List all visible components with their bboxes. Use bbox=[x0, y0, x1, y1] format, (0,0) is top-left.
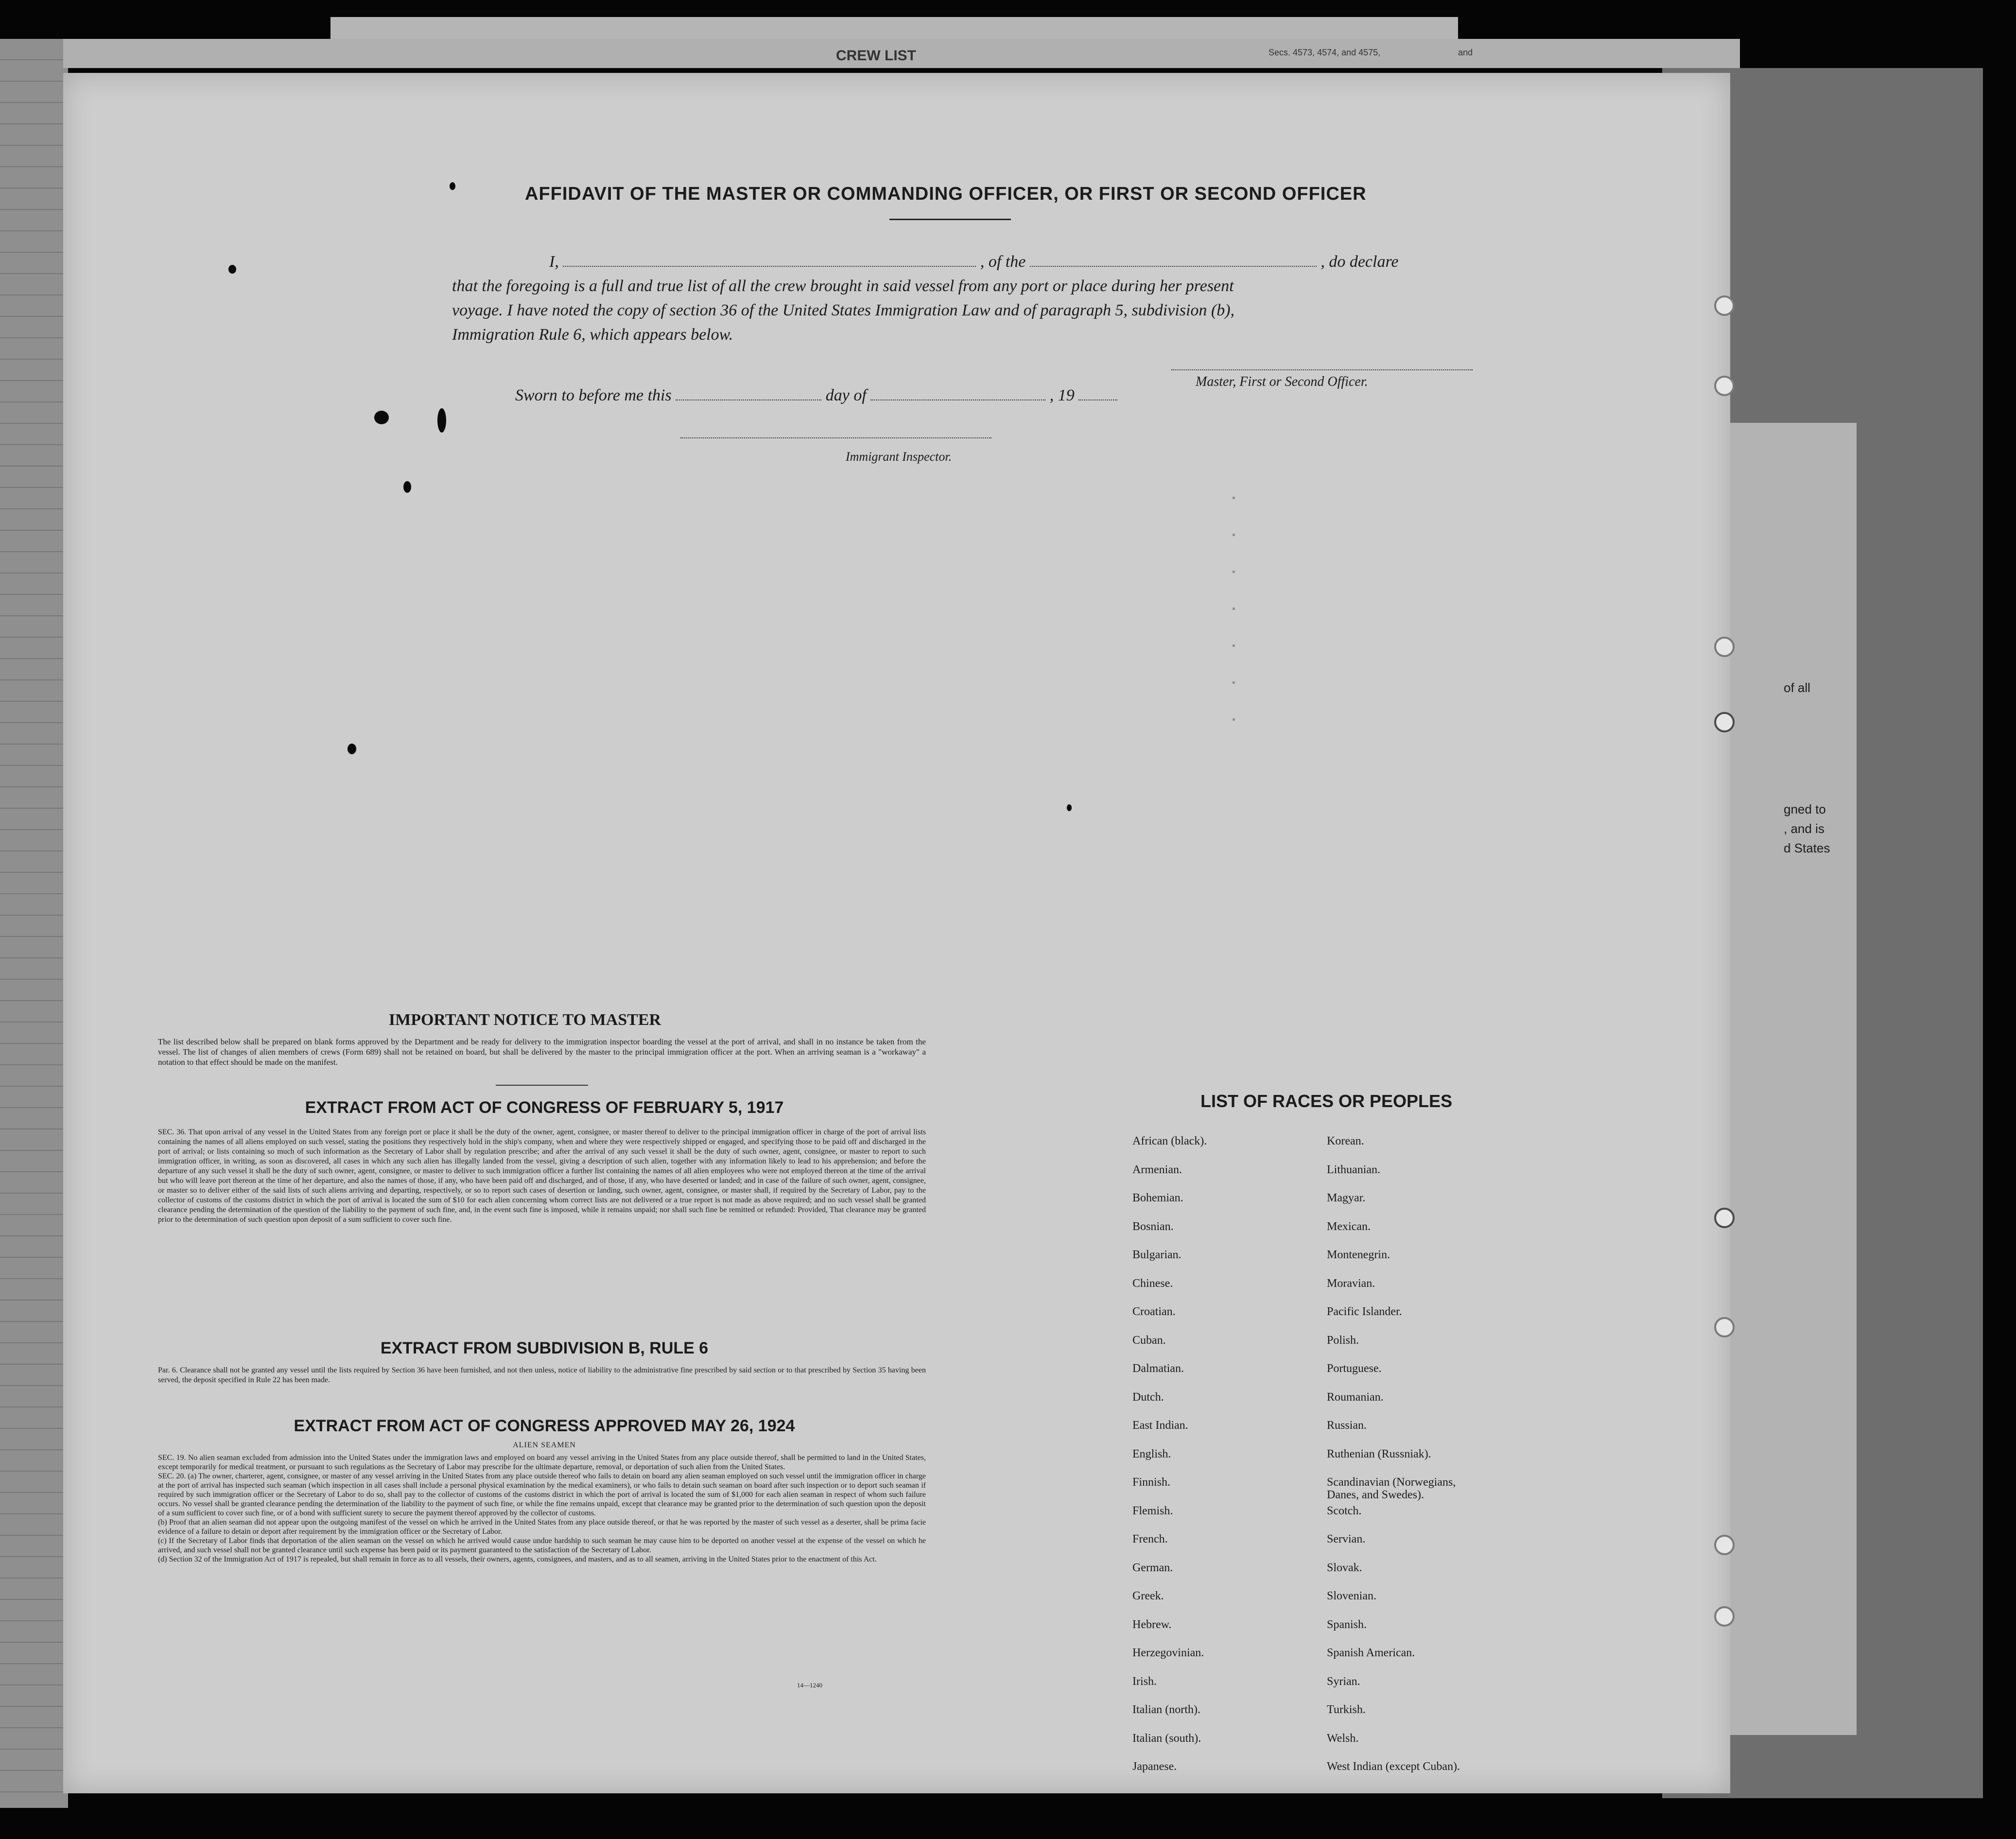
sworn-month-field[interactable] bbox=[870, 399, 1045, 400]
inspector-signature-line[interactable] bbox=[680, 437, 991, 438]
ink-blot bbox=[450, 182, 455, 190]
side-fragment: d States bbox=[1784, 841, 1830, 855]
race-item: Japanese. bbox=[1132, 1760, 1177, 1773]
race-item: Ruthenian (Russniak). bbox=[1327, 1447, 1431, 1460]
race-item: French. bbox=[1132, 1533, 1168, 1545]
title-rule bbox=[889, 219, 1011, 220]
race-item: Dutch. bbox=[1132, 1390, 1164, 1404]
declaration-line-3: voyage. I have noted the copy of section 36 of the United States Immigration Law and of paragraph 5, subdivision (b), bbox=[452, 301, 1235, 319]
binder-hole bbox=[1714, 637, 1735, 657]
race-item: Irish. bbox=[1132, 1675, 1157, 1688]
race-item: Spanish American. bbox=[1327, 1647, 1415, 1659]
race-item: Armenian. bbox=[1132, 1163, 1182, 1176]
race-item: Slovak. bbox=[1327, 1561, 1362, 1574]
race-item: English. bbox=[1132, 1447, 1171, 1460]
declaration-line-4: Immigration Rule 6, which appears below. bbox=[452, 326, 733, 344]
extract-rule6-title: EXTRACT FROM SUBDIVISION B, RULE 6 bbox=[380, 1339, 709, 1357]
race-item: Turkish. bbox=[1327, 1703, 1366, 1716]
sec-20d: (d) Section 32 of the Immigration Act of 1917 is repealed, but shall remain in force as to all vessels, their owners, agents, consignees, and masters, and as to all seamen, arriving in the United States prior to the enactment of this Act. bbox=[158, 1555, 877, 1563]
race-item: Montenegrin. bbox=[1327, 1249, 1390, 1261]
side-fragment: gned to bbox=[1784, 802, 1826, 816]
extract-1924-subtitle: ALIEN SEAMEN bbox=[513, 1441, 576, 1449]
sec-19: SEC. 19. No alien seaman excluded from admission into the United States under the immigration laws and employed on board any vessel arriving in the United States from any place outside thereof, shall be permitted to land in the United States, except temporarily for medical treatment, or pursuant to such regulations as the Secretary of Labor may prescribe for the ultimate departure, removal, or deportation of such alien from the United States. bbox=[158, 1454, 926, 1471]
sworn-day-field[interactable] bbox=[676, 399, 821, 400]
notice-title: IMPORTANT NOTICE TO MASTER bbox=[388, 1011, 661, 1029]
binder-hole bbox=[1714, 1317, 1735, 1337]
side-sheet bbox=[1730, 423, 1857, 1735]
race-item: Dalmatian. bbox=[1132, 1362, 1184, 1375]
race-item: Moravian. bbox=[1327, 1277, 1375, 1290]
signature-caption: Master, First or Second Officer. bbox=[1196, 374, 1368, 389]
sworn-line: Sworn to before me this day of , 19 bbox=[515, 386, 1244, 405]
race-item: Chinese. bbox=[1132, 1277, 1173, 1290]
sworn-year-field[interactable] bbox=[1078, 399, 1117, 400]
ink-blot bbox=[403, 481, 411, 493]
race-item: Bosnian. bbox=[1132, 1220, 1174, 1233]
affidavit-title: AFFIDAVIT OF THE MASTER OR COMMANDING OFFICER, OR FIRST OR SECOND OFFICER bbox=[525, 184, 1367, 204]
race-item: Slovenian. bbox=[1327, 1590, 1376, 1602]
race-item: Spanish. bbox=[1327, 1618, 1367, 1631]
sec-20b: (b) Proof that an alien seaman did not appear upon the outgoing manifest of the vessel on which he arrived in the United States from any place outside thereof, or that he was reported by the master of such vessel as a deserter, shall be prima facie evidence of a failure to detain or deport after requirement by the immigration officer or the Secretary of Labor. bbox=[158, 1518, 926, 1536]
race-item: Polish. bbox=[1327, 1334, 1359, 1347]
inspector-caption: Immigrant Inspector. bbox=[846, 450, 952, 464]
race-item: Mexican. bbox=[1327, 1220, 1371, 1233]
form-number: 14—1240 bbox=[797, 1682, 822, 1689]
race-item: Hebrew. bbox=[1132, 1618, 1172, 1631]
race-item: Cuban. bbox=[1132, 1334, 1166, 1347]
extract-1924-body bbox=[158, 1453, 926, 1564]
race-item: Roumanian. bbox=[1327, 1390, 1384, 1404]
extract-1917-title: EXTRACT FROM ACT OF CONGRESS OF FEBRUARY 5, 1917 bbox=[305, 1098, 784, 1117]
race-item: East Indian. bbox=[1132, 1419, 1188, 1432]
race-item: Magyar. bbox=[1327, 1192, 1366, 1204]
ink-blot bbox=[1067, 804, 1072, 811]
race-item: German. bbox=[1132, 1561, 1173, 1574]
race-item: Scotch. bbox=[1327, 1504, 1362, 1517]
race-item: Greek. bbox=[1132, 1590, 1164, 1602]
race-item: Servian. bbox=[1327, 1533, 1366, 1545]
ink-blot bbox=[228, 265, 236, 274]
binder-hole bbox=[1714, 295, 1735, 316]
races-title: LIST OF RACES OR PEOPLES bbox=[1200, 1091, 1453, 1111]
race-item: Portuguese. bbox=[1327, 1362, 1382, 1375]
race-item: Herzegovinian. bbox=[1132, 1647, 1204, 1659]
race-item: Italian (north). bbox=[1132, 1703, 1200, 1716]
binder-hole bbox=[1714, 1535, 1735, 1555]
race-item: Scandinavian (Norwegians, Danes, and Swedes). bbox=[1327, 1476, 1456, 1501]
race-item: Bohemian. bbox=[1132, 1192, 1183, 1204]
declaration-line-2: that the foregoing is a full and true list of all the crew brought in said vessel from any port or place during her present bbox=[452, 277, 1234, 295]
race-item: Pacific Islander. bbox=[1327, 1305, 1402, 1318]
race-item: Bulgarian. bbox=[1132, 1249, 1182, 1261]
notice-body: The list described below shall be prepared on blank forms approved by the Department and be ready for delivery to the immigration inspector boarding the vessel at the port of arrival, and shall in no instance be taken from the vessel. The list of changes of alien members of crews (Form 689) shall not be retained on board, but shall be delivered by the master to the principal immigration officer at the port. When an arriving seaman is a "workaway" a notation to that effect should be made on the manifest. bbox=[158, 1037, 926, 1067]
extract-rule6-body: Par. 6. Clearance shall not be granted any vessel until the lists required by Section 36 have been furnished, and not then unless, notice of liability to the administrative fine prescribed by said section or to that prescribed by Section 35 having been served, the deposit specified in Rule 22 has been made. bbox=[158, 1366, 926, 1384]
race-item: Syrian. bbox=[1327, 1675, 1360, 1688]
race-item: Russian. bbox=[1327, 1419, 1367, 1432]
race-item: West Indian (except Cuban). bbox=[1327, 1760, 1460, 1773]
race-item: Lithuanian. bbox=[1327, 1163, 1380, 1176]
vessel-name-field[interactable] bbox=[1030, 266, 1317, 267]
race-item: Korean. bbox=[1327, 1135, 1364, 1147]
ink-blot bbox=[374, 411, 389, 424]
declaration-line-1: I, , of the , do declare bbox=[549, 253, 1399, 271]
race-item: African (black). bbox=[1132, 1135, 1207, 1147]
extract-1917-body: SEC. 36. That upon arrival of any vessel in the United States from any foreign port or place it shall be the duty of the owner, agent, consignee, or master thereof to deliver to the principal immigration officer in charge of the port of arrival lists containing the names of all aliens employed on such vessel, stating the positions they respectively hold in the ship's company, when and where they were respectively shipped or engaged, and specifying those to be paid off and discharged in the port of arrival; or lists containing so much of such information as the Secretary of Labor shall by regulation prescribe; and after the arrival of any such vessel it shall be the duty of such owner, agent, consignee, or master to report to such immigration officer, in writing, as soon as discovered, all cases in which any such alien has illegally landed from the vessel, giving a description of such alien, together with any information likely to lead to his apprehension; and before the departure of any such vessel it shall be the duty of such owner, agent, consignee, or master to deliver to such immigration officer a further list containing the names of all alien employees who were not employed thereon at the time of the arrival but who will leave port thereon at the time of her departure, and also the names of those, if any, who have been paid off and discharged, and of those, if any, who have deserted or landed; and in case of the failure of such owner, agent, consignee, or master so to deliver either of the said lists of such aliens arriving and departing, respectively, or so to report such cases of desertion or landing, such owner, agent, consignee, or master shall, if required by the Secretary of Labor, pay to the collector of customs of the customs district in which the port of arrival is located the sum of $10 for each alien concerning whom correct lists are not delivered or a true report is not made as above required; and no such vessel shall be granted clearance pending the determination of the question of the liability to the payment of such fine, and, in the event such fine is imposed, while it remains unpaid; nor shall such fine be remitted or refunded: Provided, That clearance may be granted prior to the determination of such question upon deposit of a sum sufficient to cover such fine. bbox=[158, 1128, 926, 1224]
race-item: Flemish. bbox=[1132, 1504, 1173, 1517]
sec-20a: SEC. 20. (a) The owner, charterer, agent, consignee, or master of any vessel arriving in the United States from any place outside thereof who fails to detain on board any alien seaman employed on such vessel until the immigration officer in charge at the port of arrival has inspected such seaman (which inspection in all cases shall include a personal physical examination by the medical examiners), or who fails to detain such seaman on board after such inspection or to deport such seaman if required by such immigration officer or the Secretary of Labor to do so, shall pay to the collector of customs of the customs district in which the port of arrival is located the sum of $1,000 for each alien seaman in respect of whom such failure occurs. No vessel shall be granted clearance pending the determination of the liability to the payment of such fine, or while the fine remains unpaid, except that clearance may be granted prior to the determination of such question upon the deposit of a sum sufficient to cover such fine, or of a bond with sufficient surety to secure the payment thereof approved by the collector of customs. bbox=[158, 1472, 926, 1517]
race-item: Croatian. bbox=[1132, 1305, 1176, 1318]
and-note: and bbox=[1458, 48, 1473, 57]
signature-line[interactable] bbox=[1171, 369, 1473, 370]
binder-hole bbox=[1714, 1606, 1735, 1627]
ink-blot bbox=[348, 744, 356, 754]
binder-hole bbox=[1714, 1208, 1735, 1228]
side-fragment: , and is bbox=[1784, 821, 1825, 836]
race-item: Finnish. bbox=[1132, 1476, 1171, 1489]
master-name-field[interactable] bbox=[563, 266, 976, 267]
crew-list-title: CREW LIST bbox=[836, 48, 916, 64]
bleed-through-column: . . . . . . . bbox=[1230, 486, 1238, 724]
notice-rule bbox=[496, 1085, 588, 1086]
affidavit-page bbox=[63, 73, 1730, 1793]
sec-20c: (c) If the Secretary of Labor finds that deportation of the alien seaman on the vessel on which he arrived would cause undue hardship to such seaman he may cause him to be deported on another vessel at the expense of the vessel on which he arrived, and such vessel shall not be granted clearance until such expense has been paid or its payment guaranteed to the satisfaction of the Secretary of Labor. bbox=[158, 1537, 926, 1554]
ink-blot bbox=[437, 408, 446, 433]
extract-1924-title: EXTRACT FROM ACT OF CONGRESS APPROVED MAY 26, 1924 bbox=[294, 1417, 795, 1435]
binder-hole bbox=[1714, 712, 1735, 732]
binder-hole bbox=[1714, 376, 1735, 396]
ledger-sheet bbox=[0, 39, 68, 1808]
side-fragment: of all bbox=[1784, 680, 1810, 695]
race-item: Welsh. bbox=[1327, 1732, 1359, 1745]
crew-list-strip bbox=[63, 39, 1740, 68]
secs-note: Secs. 4573, 4574, and 4575, bbox=[1269, 48, 1381, 57]
race-item: Italian (south). bbox=[1132, 1732, 1201, 1745]
